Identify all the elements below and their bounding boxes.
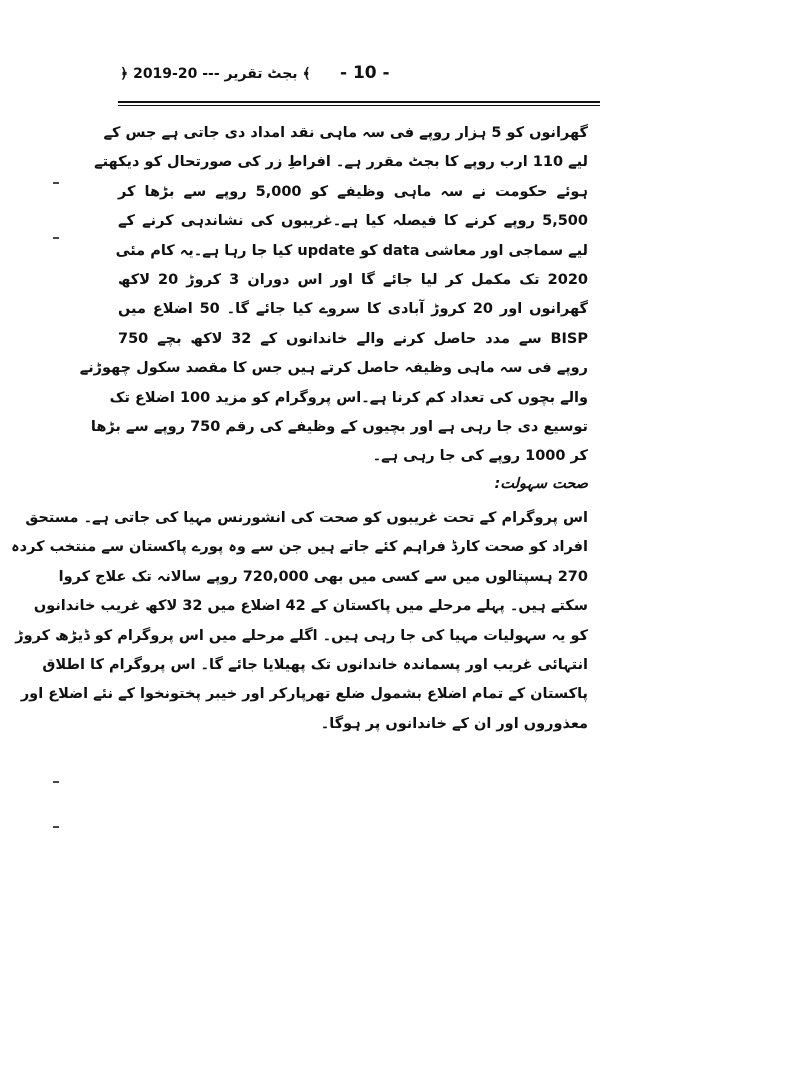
paragraph-cash-transfer — [79, 119, 588, 472]
section-heading-health: صحت سہولت: — [494, 476, 588, 492]
paragraph-health-facility — [11, 504, 588, 739]
text-line: لیے سماجی اور معاشی data کو update کیا جا رہا ہے۔یہ کام مئی — [115, 242, 588, 259]
margin-mark — [53, 826, 59, 828]
header-rule — [118, 101, 600, 103]
text-line: اس پروگرام کے تحت غریبوں کو صحت کی انشورنس مہیا کی جاتی ہے۔ مستحق — [25, 510, 588, 526]
text-line: ہوئے حکومت نے سہ ماہی وظیفے کو 5,000 روپے سے بڑھا کر — [118, 183, 588, 200]
text-line: معذوروں اور ان کے خاندانوں پر ہوگا۔ — [320, 715, 588, 732]
text-line: کو یہ سہولیات مہیا کی جا رہی ہیں۔ اگلے مرحلے میں اس پروگرام کو ڈیڑھ کروڑ — [15, 627, 588, 644]
text-line: گھرانوں اور 20 کروڑ آبادی کا سروے کیا جائے گا۔ 50 اضلاع میں — [118, 301, 588, 318]
text-line: پاکستان کے تمام اضلاع بشمول ضلع تھرپارکر اور خیبر پختونخوا کے نئے اضلاع اور — [20, 686, 588, 703]
page-number: - 10 - — [340, 63, 390, 83]
text-line: روپے فی سہ ماہی وظیفہ حاصل کرتے ہیں جس کا مقصد سکول چھوڑنے — [79, 360, 588, 377]
text-line: گھرانوں کو 5 ہزار روپے فی سہ ماہی نقد امداد دی جاتی ہے جس کے — [103, 125, 588, 141]
margin-mark — [53, 781, 59, 783]
text-line: لیے 110 ارب روپے کا بجٹ مقرر ہے۔ افراطِ زر کی صورتحال کو دیکھتے — [94, 154, 588, 171]
text-line: BISP سے مدد حاصل کرنے والے خاندانوں کے 32 لاکھ بچے 750 — [118, 330, 588, 347]
text-line: کر 1000 روپے کی جا رہی ہے۔ — [372, 448, 588, 465]
text-line: 2020 تک مکمل کر لیا جائے گا اور اس دوران 3 کروڑ 20 لاکھ — [118, 271, 588, 288]
running-title: ﴿ 2019-20 --- بجٹ تقریر ﴾ — [120, 66, 311, 82]
margin-mark — [53, 182, 59, 184]
text-line: سکتے ہیں۔ پہلے مرحلے میں پاکستان کے 42 اضلاع میں 32 لاکھ غریب خاندانوں — [33, 598, 588, 615]
text-line: توسیع دی جا رہی ہے اور بچیوں کے وظیفے کی رقم 750 روپے سے بڑھا — [90, 418, 588, 435]
text-line: انتہائی غریب اور پسماندہ خاندانوں تک پھیلایا جائے گا۔ اس پروگرام کا اطلاق — [42, 656, 588, 673]
text-line: 270 ہسپتالوں میں سے کسی میں بھی 720,000 روپے سالانہ تک علاج کروا — [58, 568, 588, 585]
text-line: 5,500 روپے کرنے کا فیصلہ کیا ہے۔غریبوں کی نشاندہی کرنے کے — [118, 213, 588, 230]
header-rule-thin — [118, 105, 600, 106]
margin-mark — [53, 237, 59, 239]
text-line: والے بچوں کی تعداد کم کرنا ہے۔اس پروگرام کو مزید 100 اضلاع تک — [109, 389, 588, 406]
text-line: افراد کو صحت کارڈ فراہم کئے جاتے ہیں جن سے وہ پورے پاکستان سے منتخب کردہ — [11, 539, 588, 556]
